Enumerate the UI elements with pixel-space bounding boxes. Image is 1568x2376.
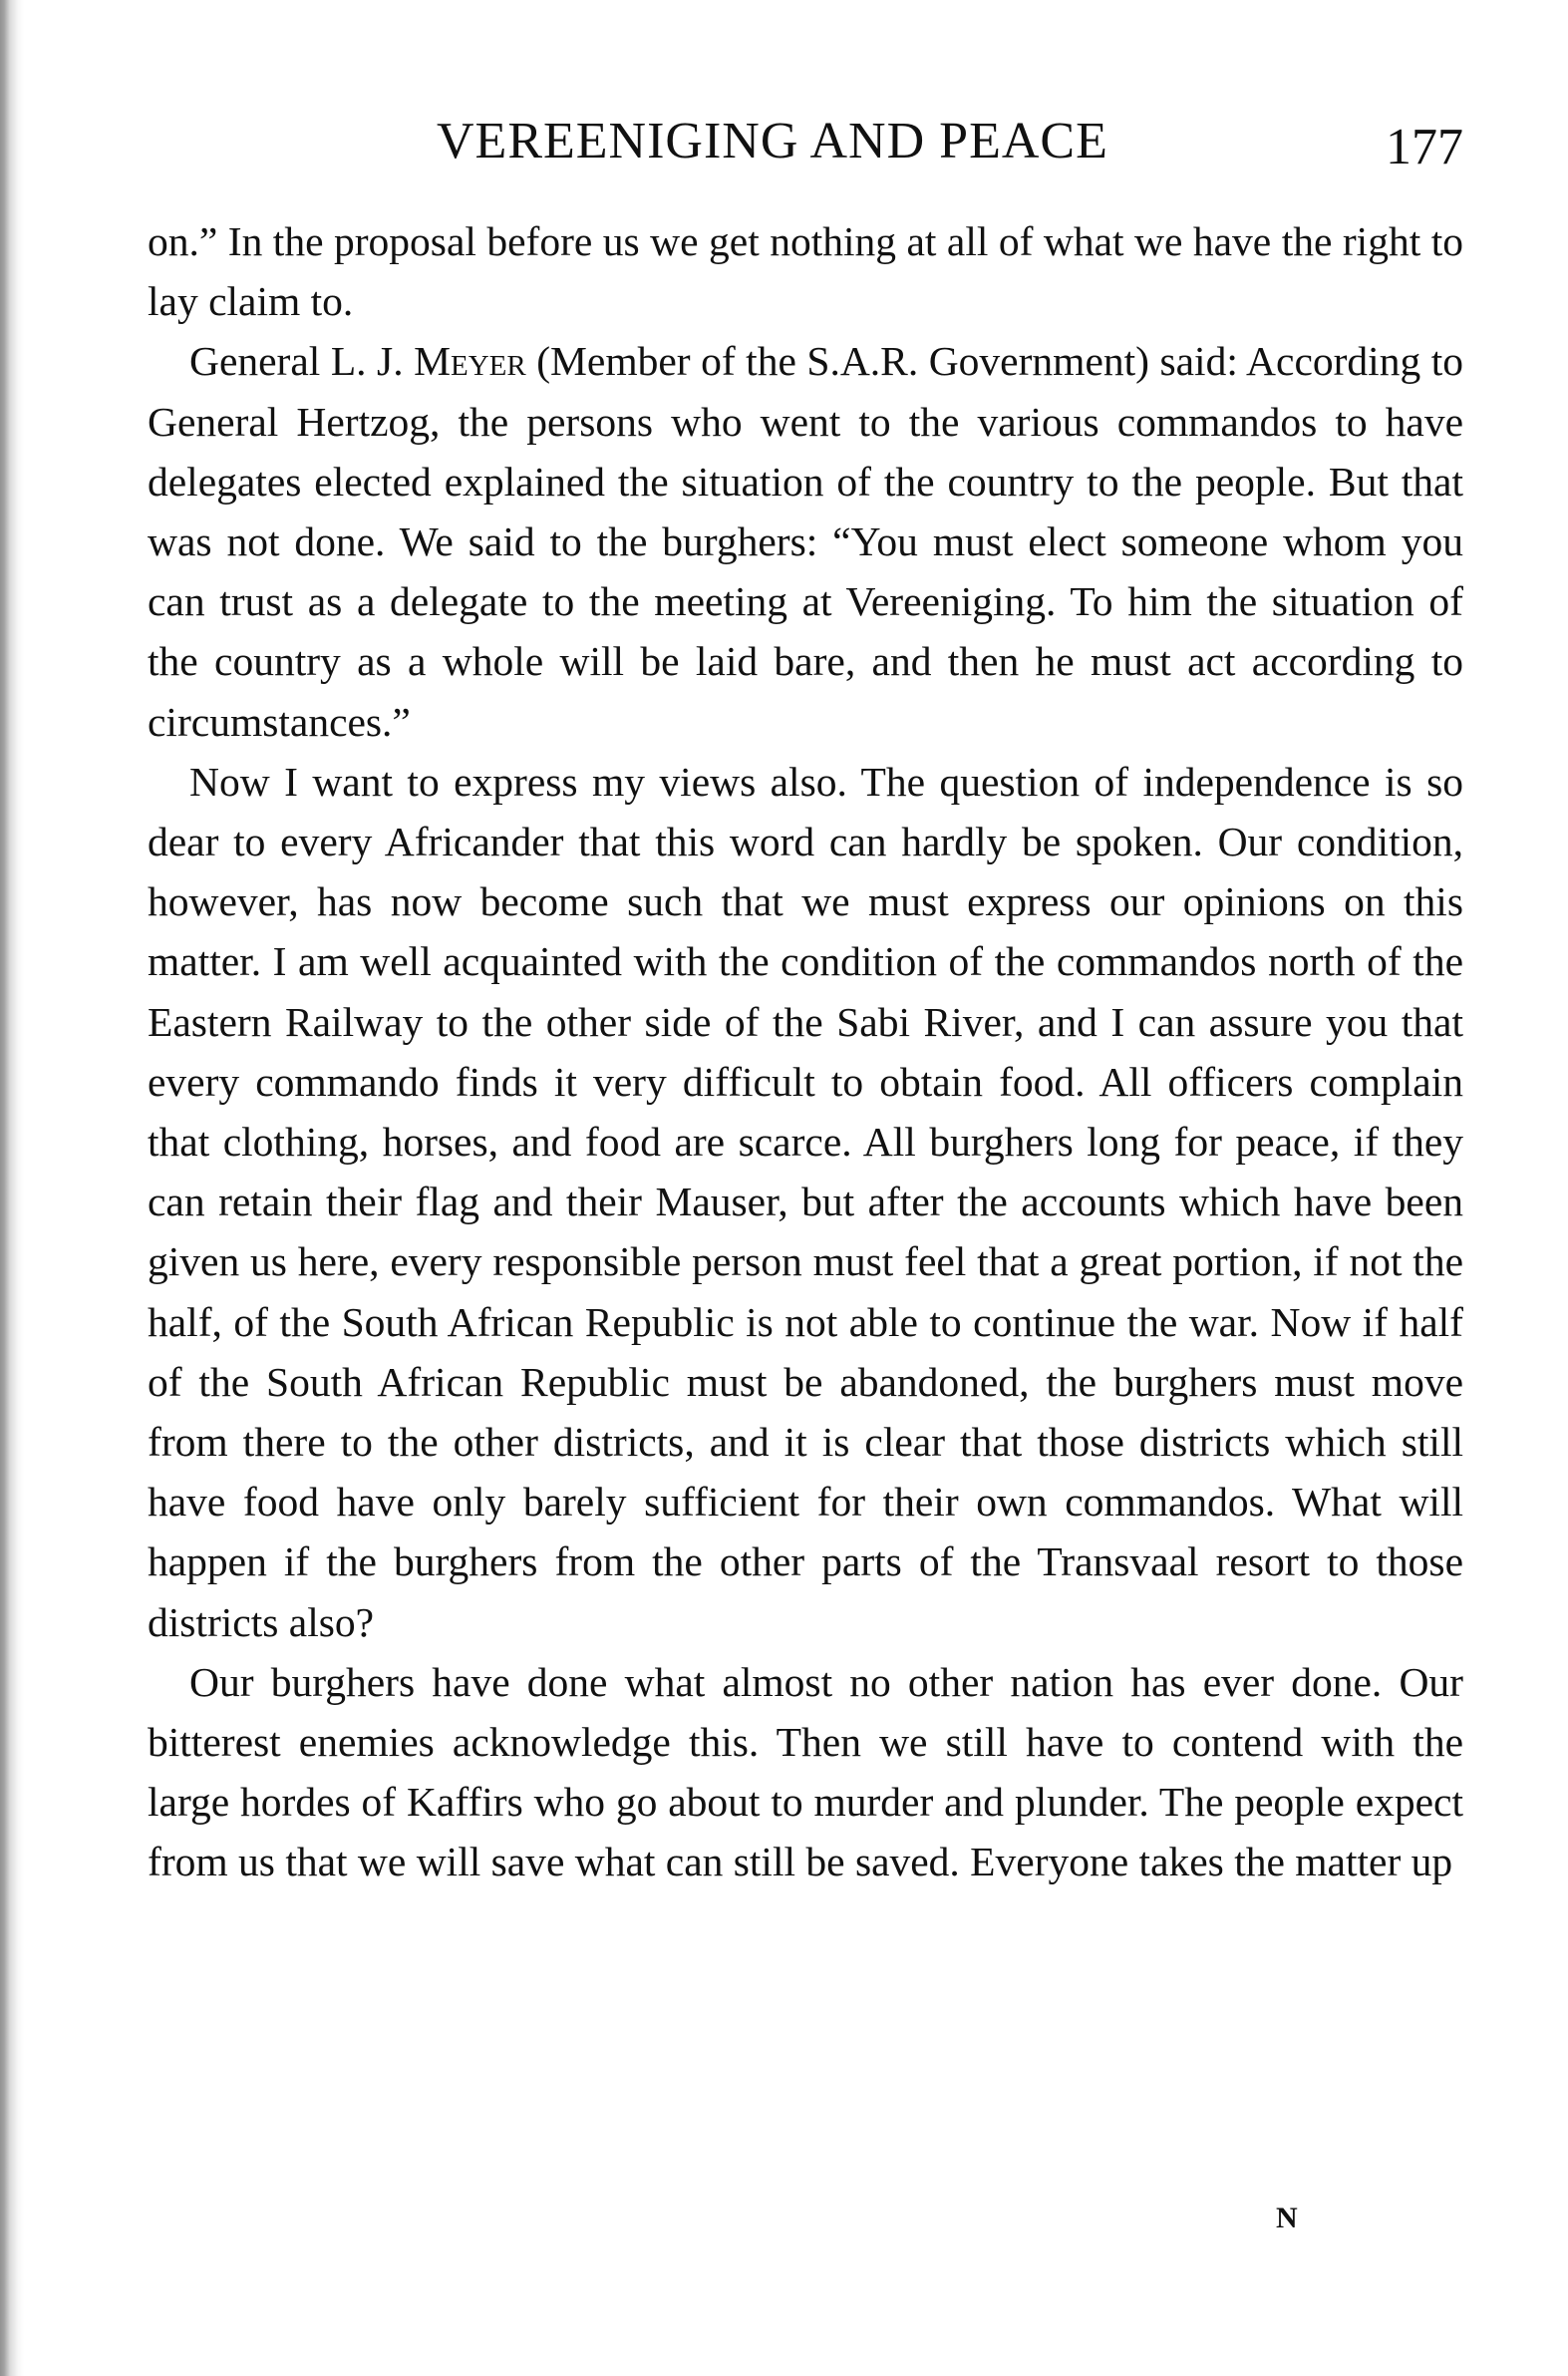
- running-title: VEREENIGING AND PEACE: [437, 113, 1108, 170]
- paragraph-4: Our burghers have done what almost no other nation has ever done. Our bitterest enemies acknowledge this. Then we still have to contend with the large hordes of Kaffirs who go about to murder and plunder. The people expect from us that we will save what can still be saved. Everyone takes the matter up: [148, 1658, 1463, 1885]
- body-text: [148, 211, 1463, 1892]
- paragraph-2-rest: (Member of the S.A.R. Government) said: According to General Hertzog, the persons who went to the various commandos to have delegates elected explained the situation of the country to the people. But that was not done. We said to the burghers: “You must elect someone whom you can trust as a delegate to the meeting at Vereeniging. To him the situation of the country as a whole will be laid bare, and then he must act according to circumstances.”: [148, 338, 1463, 745]
- running-head: [148, 112, 1463, 175]
- paragraph-2-lead: General L. J.: [189, 338, 415, 385]
- speaker-name: Meyer: [414, 338, 526, 385]
- page-number: 177: [1386, 119, 1463, 175]
- paragraph-3: Now I want to express my views also. The question of independence is so dear to every Africander that this word can hardly be spoken. Our condition, however, has now become such that we must express our opinions on this matter. I am well acquainted with the condition of the commandos north of the Eastern Railway to the other side of the Sabi River, and I can assure you that every commando finds it very difficult to obtain food. All officers complain that clothing, horses, and food are scarce. All burghers long for peace, if they can retain their flag and their Mauser, but after the accounts which have been given us here, every responsible person must feel that a great portion, if not the half, of the South African Republic is not able to continue the war. Now if half of the South African Republic must be abandoned, the burghers must move from there to the other districts, and it is clear that those districts which still have food have only barely sufficient for their own commandos. What will happen if the burghers from the other parts of the Transvaal resort to those districts also?: [148, 758, 1463, 1645]
- signature-mark: N: [1276, 2202, 1298, 2234]
- paragraph-1: on.” In the proposal before us we get nothing at all of what we have the right to lay claim to.: [148, 218, 1463, 325]
- binding-edge: [0, 0, 24, 2376]
- paragraph-2: [148, 331, 1463, 751]
